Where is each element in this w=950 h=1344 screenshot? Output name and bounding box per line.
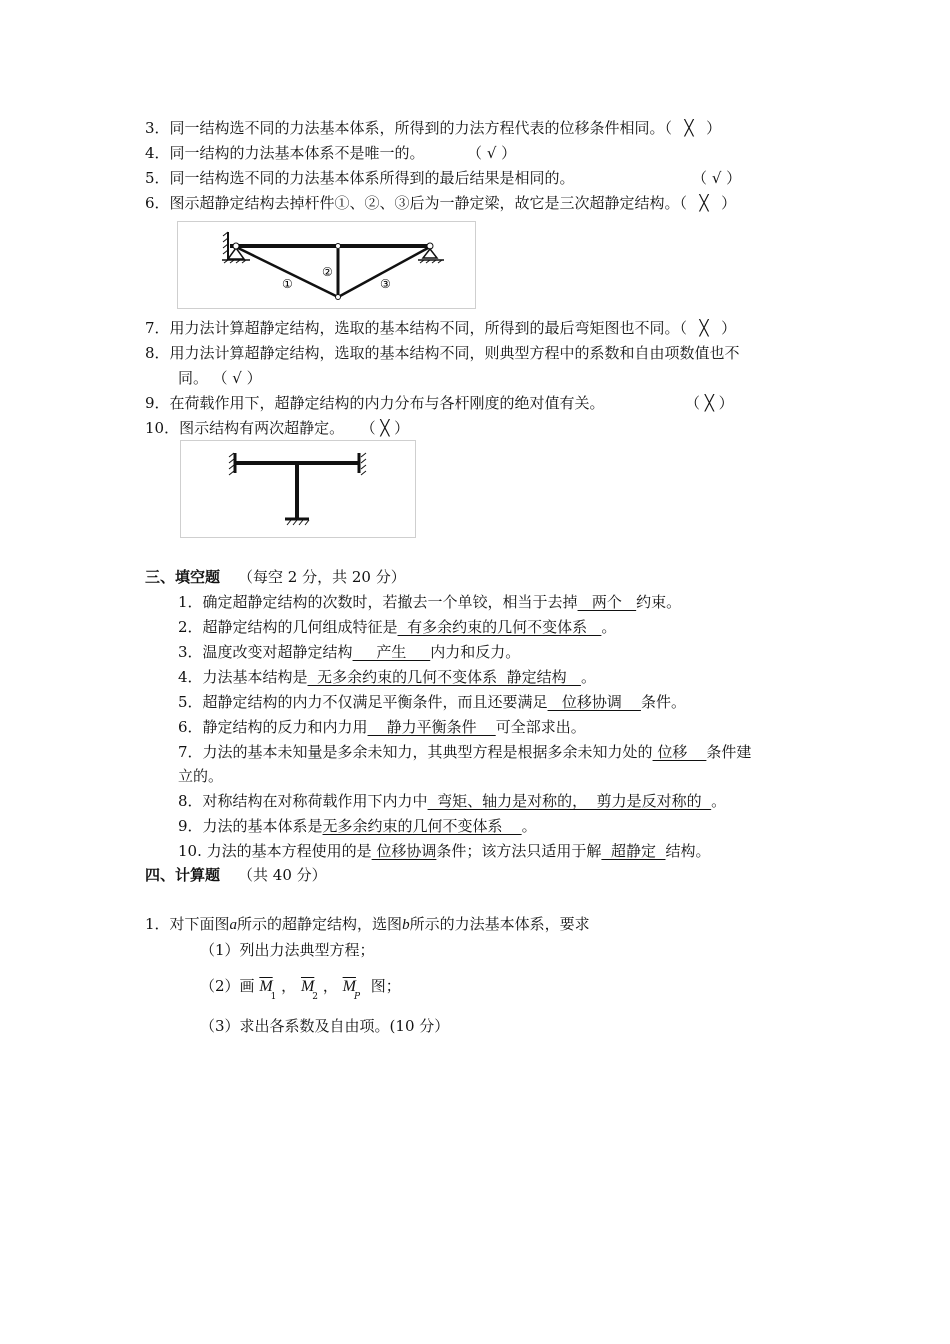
tf-item-5: 5．同一结构选不同的力法基本体系所得到的最后结果是相同的。 （ √ ） (145, 169, 742, 187)
tf-item-6: 6．图示超静定结构去掉杆件①、②、③后为一静定梁，故它是三次超静定结构。（ ╳ ） (145, 194, 737, 212)
tf-item-9: 9．在荷载作用下，超静定结构的内力分布与各杆刚度的绝对值有关。 （ ╳ ） (145, 394, 734, 412)
tf-item-7: 7．用力法计算超静定结构，选取的基本结构不同，所得到的最后弯矩图也不同。（ ╳ ） (145, 319, 737, 337)
answer-blank: 超静定 (601, 842, 666, 860)
tf-item-4: 4．同一结构的力法基本体系不是唯一的。 （ √ ） (145, 144, 517, 162)
fill-item-5: 5．超静定结构的内力不仅满足平衡条件，而且还要满足 位移协调 条件。 (178, 693, 686, 711)
tf-item-8: 8．用力法计算超静定结构，选取的基本结构不同，则典型方程中的系数和自由项数值也不 (145, 344, 740, 362)
label-member-2: ② (322, 265, 333, 279)
fill-item-4: 4．力法基本结构是 无多余约束的几何不变体系 静定结构 。 (178, 668, 596, 686)
answer-blank: 无多余约束的几何不变体系 (322, 817, 522, 835)
answer-blank: 两个 (577, 593, 637, 611)
bottom-fixed-support (285, 519, 309, 525)
tf-item-8-cont: 同。 （ √ ） (178, 369, 262, 387)
figure-t-frame (180, 440, 416, 538)
answer-blank: 有多余约束的几何不变体系 (397, 618, 602, 636)
calc-step-1: （1）列出力法典型方程； (200, 941, 375, 959)
tf-item-3: 3．同一结构选不同的力法基本体系，所得到的力法方程代表的位移条件相同。（ ╳ ） (145, 119, 722, 137)
section-3-heading: 三、填空题 （每空 2 分，共 20 分） (145, 568, 406, 586)
fill-item-6: 6．静定结构的反力和内力用 静力平衡条件 可全部求出。 (178, 718, 586, 736)
answer-blank: 无多余约束的几何不变体系 静定结构 (307, 668, 581, 686)
answer-blank: 位移协调 (371, 842, 437, 860)
label-member-3: ③ (380, 277, 391, 291)
calc-step-3: （3）求出各系数及自由项。(10 分） (200, 1017, 450, 1035)
answer-blank: 位移 (652, 743, 707, 761)
fill-item-7-cont: 立的。 (178, 767, 224, 785)
t-frame-diagram (181, 441, 415, 537)
answer-blank: 产生 (352, 643, 431, 661)
left-pin-support (222, 248, 250, 263)
fill-item-8: 8．对称结构在对称荷载作用下内力中 弯矩、轴力是对称的， 剪力是反对称的 。 (178, 792, 727, 810)
left-fixed-support (229, 453, 235, 475)
answer-blank: 位移协调 (547, 693, 641, 711)
left-wall-support (223, 232, 228, 260)
answer-blank: 弯矩、轴力是对称的， 剪力是反对称的 (427, 792, 712, 810)
fill-item-9: 9．力法的基本体系是无多余约束的几何不变体系 。 (178, 817, 537, 835)
right-fixed-support (359, 453, 366, 475)
section-4-heading: 四、计算题 （共 40 分） (145, 866, 327, 884)
fill-item-7: 7．力法的基本未知量是多余未知力，其典型方程是根据多余未知力处的 位移 条件建 (178, 743, 752, 761)
calc-question-1: 1．对下面图a所示的超静定结构，选图b所示的力法基本体系，要求 (145, 915, 590, 933)
fill-item-1: 1．确定超静定结构的次数时，若撤去一个单铰，相当于去掉 两个 约束。 (178, 593, 682, 611)
fill-item-10: 10. 力法的基本方程使用的是 位移协调条件；该方法只适用于解 超静定 结构。 (178, 842, 711, 860)
truss-beam-diagram (178, 222, 475, 308)
tf-item-10: 10．图示结构有两次超静定。 （ ╳ ） (145, 419, 410, 437)
fill-item-2: 2．超静定结构的几何组成特征是 有多余约束的几何不变体系 。 (178, 618, 617, 636)
fill-item-3: 3．温度改变对超静定结构 产生 内力和反力。 (178, 643, 521, 661)
label-member-1: ① (282, 277, 293, 291)
answer-blank: 静力平衡条件 (367, 718, 496, 736)
calc-step-2: （2）画 $\overline{M}_1$ ， $\overline{M}_2$ ， $\overline{M}_P$ 图； (200, 977, 401, 1002)
figure-truss-beam (177, 221, 476, 309)
bottom-hinge (336, 295, 341, 300)
mid-hinge (336, 244, 341, 249)
